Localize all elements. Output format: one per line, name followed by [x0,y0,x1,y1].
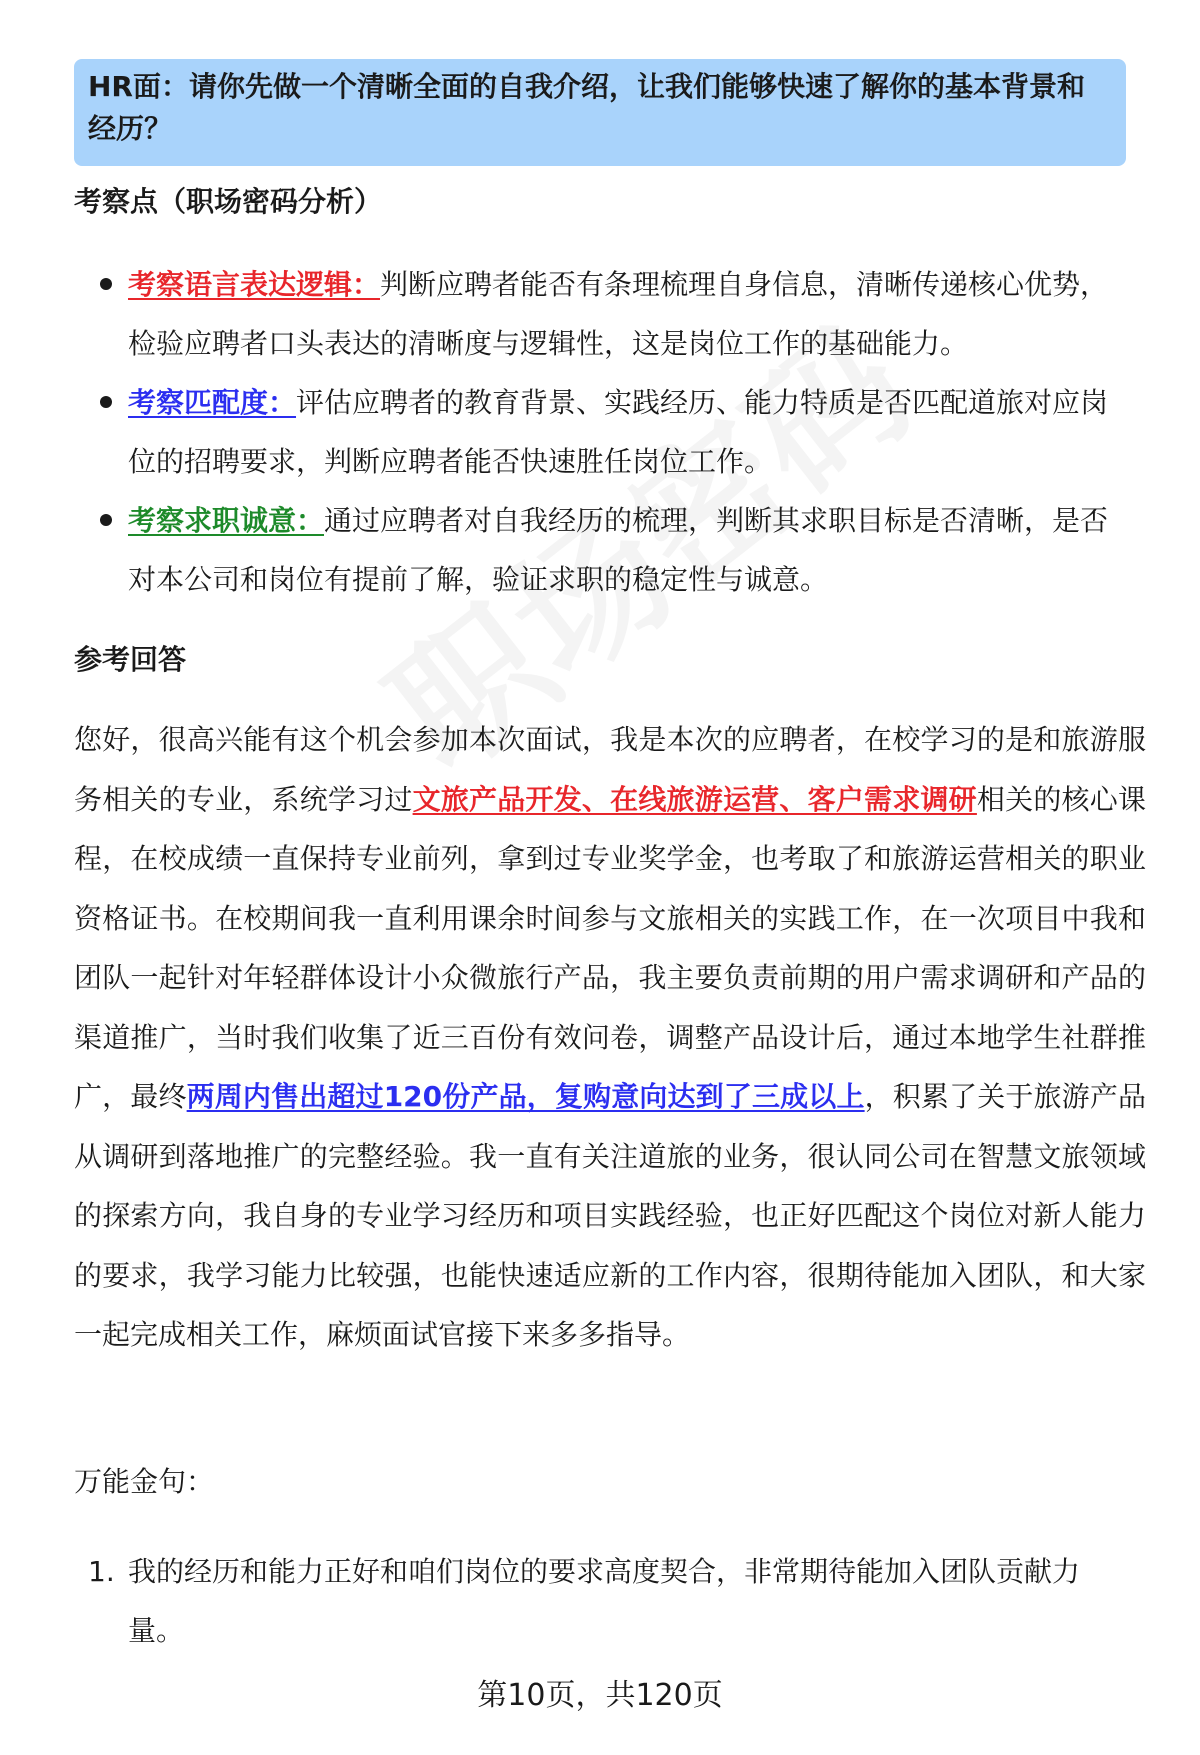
answer-text: ，积累了关于旅游产品从调研到落地推广的完整经验。我一直有关注道旅的业务，很认同公司在智慧文旅领域的探索方向，我自身的专业学习经历和项目实践经验，也正好匹配这个岗位对新人能力的要求，我学习能力比较强，也能快速适应新的工作内容，很期待能加入团队，和大家一起完成相关工作，麻烦面试官接下来多多指导。 [74,1080,1146,1351]
points-heading: 考察点（职场密码分析） [74,185,383,218]
answer-heading: 参考回答 [74,643,187,676]
answer-text: 相关的核心课程，在校成绩一直保持专业前列，拿到过专业奖学金，也考取了和旅游运营相关的职业资格证书。在校期间我一直利用课余时间参与文旅相关的实践工作，在一次项目中我和团队一起针对年轻群体设计小众微旅行产品，我主要负责前期的用户需求调研和产品的渠道推广，当时我们收集了近三百份有效问卷，调整产品设计后，通过本地学生社群推广，最终 [74,782,1146,1113]
question-box [74,59,1126,166]
point-item [74,491,1128,609]
point-keyword-logic: 考察语言表达逻辑： [128,268,381,301]
answer-paragraph [74,710,1146,1365]
point-item [74,373,1128,491]
point-item [74,255,1128,373]
golden-phrase-label: 万能金句： [74,1465,215,1498]
answer-highlight-courses: 文旅产品开发、在线旅游运营、客户需求调研 [412,782,977,816]
point-text: 通过应聘者对自我经历的梳理，判断其求职目标是否清晰，是否对本公司和岗位有提前了解，验证求职的稳定性与诚意。 [128,504,1109,596]
answer-highlight-results: 两周内售出超过120份产品，复购意向达到了三成以上 [186,1080,865,1113]
points-list [74,255,1134,609]
point-keyword-sincerity: 考察求职诚意： [128,504,325,537]
page-footer: 第10页，共120页 [477,1678,723,1713]
bullet-dot-icon [100,278,112,290]
bullet-dot-icon [100,514,112,526]
point-keyword-match: 考察匹配度： [128,386,297,419]
golden-phrase-item [74,1542,1134,1660]
bullet-dot-icon [100,396,112,408]
golden-phrase-text: 我的经历和能力正好和咱们岗位的要求高度契合，非常期待能加入团队贡献力量。 [128,1555,1081,1647]
answer-text: 您好，很高兴能有这个机会参加本次面试，我是本次的应聘者，在校学习的是和旅游服务相关的专业，系统学习过 [74,723,1146,816]
list-number: 1. [88,1555,115,1588]
question-text: HR面：请你先做一个清晰全面的自我介绍，让我们能够快速了解你的基本背景和经历？ [88,70,1085,145]
point-text: 评估应聘者的教育背景、实践经历、能力特质是否匹配道旅对应岗位的招聘要求，判断应聘者能否快速胜任岗位工作。 [128,386,1109,478]
point-text: 判断应聘者能否有条理梳理自身信息，清晰传递核心优势，检验应聘者口头表达的清晰度与逻辑性，这是岗位工作的基础能力。 [128,268,1109,360]
